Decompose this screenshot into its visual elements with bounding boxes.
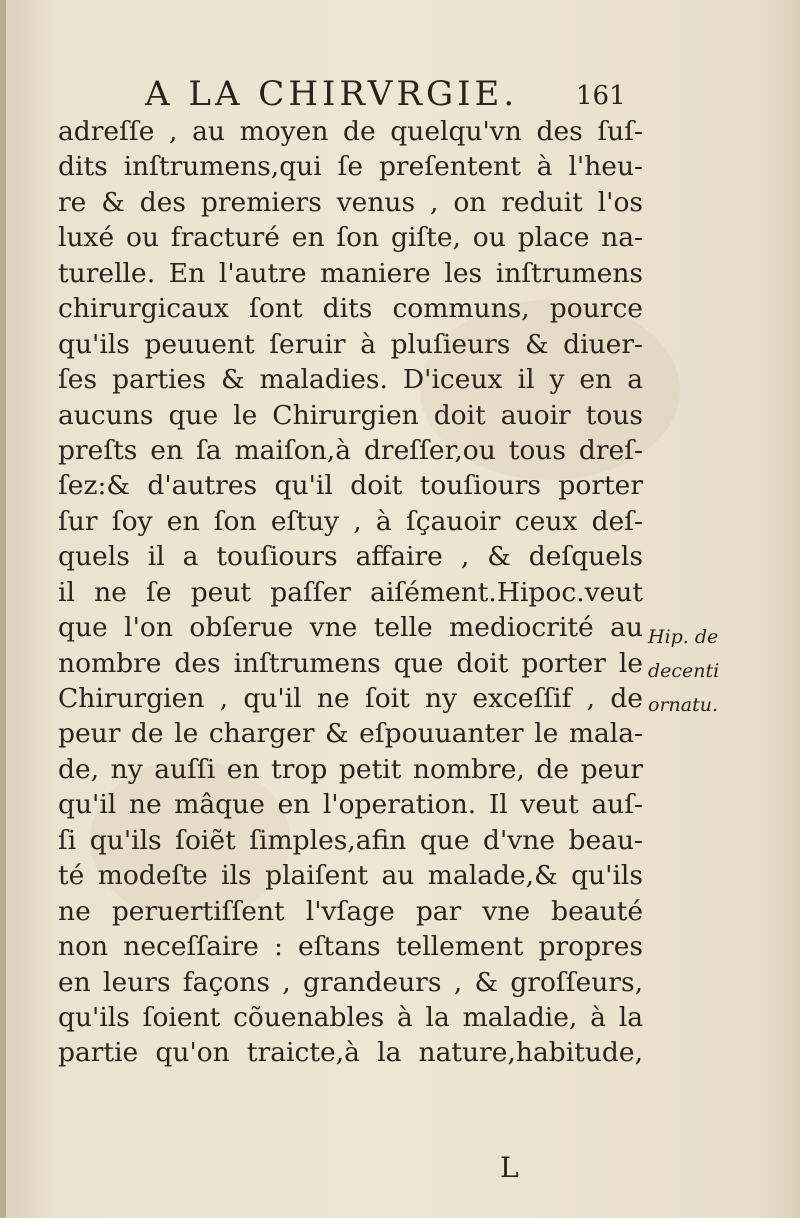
text-line: turelle. En l'autre maniere les inſtrumens (58, 257, 643, 289)
text-line: ſez:& d'autres qu'il doit touſiours porter (58, 470, 643, 502)
text-line: qu'ils ſoient cõuenables à la maladie, à la (58, 1001, 643, 1033)
marginal-note-line: decenti (648, 660, 720, 682)
text-line: Chirurgien , qu'il ne ſoit ny exceſſif , de (58, 683, 643, 714)
text-line: peur de le charger & eſpouuanter le mala- (58, 718, 643, 750)
text-line: en leurs façons , grandeurs , & groſſeurs, (58, 966, 643, 998)
marginal-note-line: ornatu. (648, 694, 718, 716)
text-line: de, ny auſſi en trop petit nombre, de peur (58, 753, 643, 785)
text-line: il ne ſe peut paſſer aiſément.Hipoc.veut (58, 576, 643, 608)
text-line: ſes parties & maladies. D'iceux il y en a (58, 364, 643, 396)
text-line: adreſſe , au moyen de quelqu'vn des ſuſ- (58, 116, 643, 147)
text-line: ne peruertiſſent l'vſage par vne beauté (58, 895, 643, 927)
page-left-edge (0, 0, 6, 1218)
text-line: qu'ils peuuent ſeruir à pluſieurs & diuer- (58, 328, 643, 360)
text-line: chirurgicaux ſont dits communs, pource (58, 293, 643, 325)
text-line: luxé ou fracturé en ſon giſte, ou place na- (58, 222, 643, 254)
text-line: preſts en ſa maiſon,à dreſſer,ou tous dreſ- (58, 434, 643, 466)
text-line: non neceſſaire : eſtans tellement propres (58, 931, 643, 963)
signature-mark: L (500, 1151, 519, 1184)
text-line: ſi qu'ils ſoiẽt ſimples,afin que d'vne beau- (58, 824, 643, 856)
text-line: nombre des inſtrumens que doit porter le (58, 647, 643, 679)
text-line: qu'il ne mâque en l'operation. Il veut auſ- (58, 789, 643, 821)
text-line: que l'on obſerue vne telle mediocrité au (58, 612, 643, 644)
body-text (58, 114, 643, 1071)
text-line: ſur ſoy en ſon eſtuy , à ſçauoir ceux deſ- (58, 505, 643, 537)
page-number: 161 (576, 81, 626, 111)
running-head: A LA CHIRVRGIE. (145, 74, 519, 114)
marginal-note (648, 620, 748, 722)
text-line: aucuns que le Chirurgien doit auoir tous (58, 399, 643, 431)
marginal-note-line: Hip. de (648, 626, 719, 648)
text-line: partie qu'on traicte,à la nature,habitude, (58, 1037, 643, 1069)
text-line: dits inſtrumens,qui ſe preſentent à l'heu- (58, 151, 643, 183)
text-line: té modeſte ils plaiſent au malade,& qu'ils (58, 860, 643, 892)
text-line: re & des premiers venus , on reduit l'os (58, 186, 643, 218)
text-line: quels il a touſiours affaire , & deſquels (58, 541, 643, 573)
